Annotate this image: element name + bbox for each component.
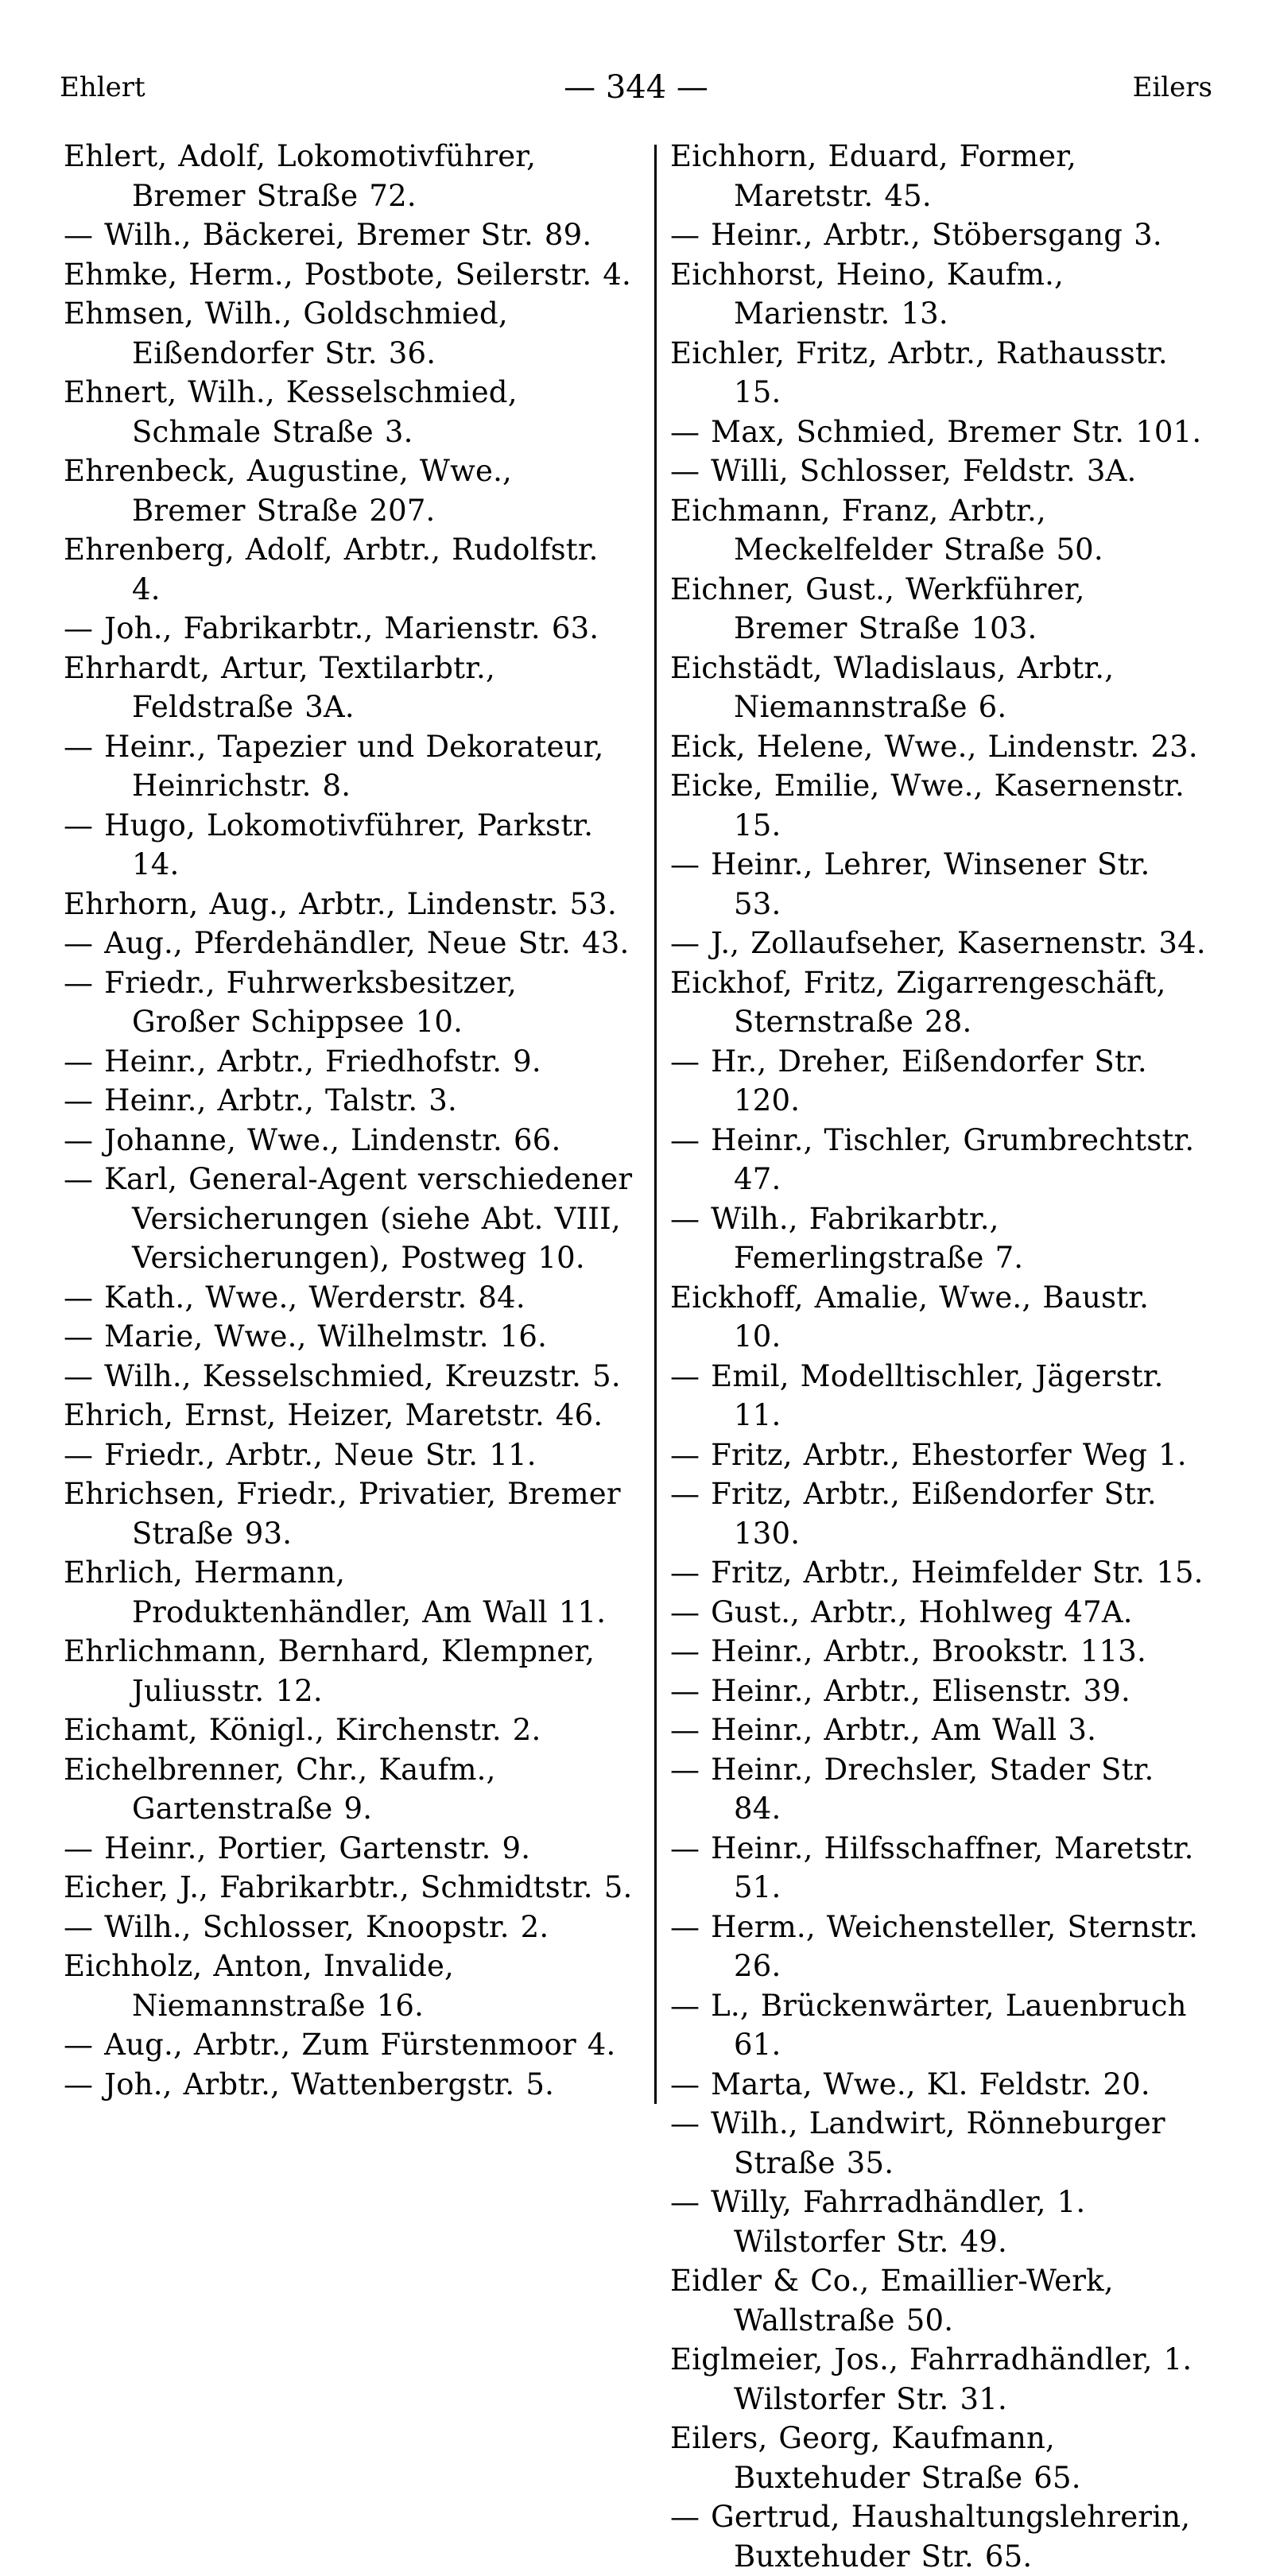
right-column: [670, 137, 1207, 2576]
directory-entry: — Aug., Arbtr., Zum Fürstenmoor 4.: [64, 2028, 616, 2062]
page-number: — 344 —: [564, 69, 708, 106]
directory-entry: — Joh., Fabrikarbtr., Marienstr. 63.: [64, 611, 599, 645]
directory-entry: — Karl, General-Agent verschiedener Versicherungen (siehe Abt. VIII, Versicherungen), Postweg 10.: [64, 1162, 633, 1275]
directory-entry: Ehlert, Adolf, Lokomotivführer, Bremer Straße 72.: [64, 139, 537, 213]
directory-entry: — Heinr., Arbtr., Stöbersgang 3.: [670, 218, 1162, 252]
directory-entry: Eichamt, Königl., Kirchenstr. 2.: [64, 1713, 541, 1747]
directory-entry: — Marta, Wwe., Kl. Feldstr. 20.: [670, 2067, 1150, 2101]
directory-entry: Eichhorst, Heino, Kaufm., Marienstr. 13.: [670, 257, 1065, 331]
directory-entry: — Wilh., Landwirt, Rönneburger Straße 35.: [670, 2106, 1165, 2180]
directory-entry: — Heinr., Lehrer, Winsener Str. 53.: [670, 847, 1150, 921]
directory-entry: Ehrenberg, Adolf, Arbtr., Rudolfstr. 4.: [64, 533, 599, 606]
left-column: [64, 137, 634, 2104]
directory-entry: — Heinr., Tischler, Grumbrechtstr. 47.: [670, 1122, 1195, 1196]
directory-entry: Ehmke, Herm., Postbote, Seilerstr. 4.: [64, 257, 631, 292]
directory-entry: — Fritz, Arbtr., Heimfelder Str. 15.: [670, 1555, 1204, 1590]
directory-entry: — Gertrud, Haushaltungslehrerin, Buxtehuder Str. 65.: [670, 2500, 1191, 2574]
directory-entry: — Emil, Modelltischler, Jägerstr. 11.: [670, 1358, 1164, 1432]
directory-entry: — Gust., Arbtr., Hohlweg 47A.: [670, 1594, 1133, 1629]
directory-entry: — Friedr., Arbtr., Neue Str. 11.: [64, 1437, 537, 1472]
directory-entry: — L., Brückenwärter, Lauenbruch 61.: [670, 1988, 1187, 2062]
directory-entry: — Fritz, Arbtr., Ehestorfer Weg 1.: [670, 1437, 1187, 1472]
directory-entry: — Willy, Fahrradhändler, 1. Wilstorfer Str. 49.: [670, 2185, 1086, 2259]
directory-entry: Eiglmeier, Jos., Fahrradhändler, 1. Wilstorfer Str. 31.: [670, 2342, 1192, 2416]
directory-entry: Ehrich, Ernst, Heizer, Maretstr. 46.: [64, 1398, 603, 1432]
directory-entry: Eilers, Georg, Kaufmann, Buxtehuder Straße 65.: [670, 2421, 1081, 2495]
directory-entry: — Hr., Dreher, Eißendorfer Str. 120.: [670, 1044, 1147, 1118]
directory-entry: Eichholz, Anton, Invalide, Niemannstraße 16.: [64, 1949, 455, 2023]
directory-entry: — Friedr., Fuhrwerksbesitzer, Großer Schippsee 10.: [64, 965, 517, 1039]
directory-entry: — Hugo, Lokomotivführer, Parkstr. 14.: [64, 808, 594, 881]
directory-entry: Eichstädt, Wladislaus, Arbtr., Niemannstraße 6.: [670, 650, 1115, 724]
directory-entry: Ehrichsen, Friedr., Privatier, Bremer Straße 93.: [64, 1477, 621, 1551]
directory-entry: Ehrenbeck, Augustine, Wwe., Bremer Straße 207.: [64, 454, 513, 528]
directory-entry: Eicher, J., Fabrikarbtr., Schmidtstr. 5.: [64, 1870, 633, 1904]
directory-entry: — Fritz, Arbtr., Eißendorfer Str. 130.: [670, 1477, 1157, 1551]
directory-entry: — Heinr., Arbtr., Brookstr. 113.: [670, 1634, 1146, 1668]
directory-entry: — Herm., Weichensteller, Sternstr. 26.: [670, 1909, 1199, 1983]
directory-entry: — Wilh., Bäckerei, Bremer Str. 89.: [64, 218, 592, 252]
directory-entry: Eidler & Co., Emaillier-Werk, Wallstraße 50.: [670, 2264, 1114, 2338]
directory-entry: Eichhorn, Eduard, Former, Maretstr. 45.: [670, 139, 1076, 213]
directory-entry: — Heinr., Arbtr., Am Wall 3.: [670, 1713, 1097, 1747]
directory-entry: Eichler, Fritz, Arbtr., Rathausstr. 15.: [670, 335, 1168, 409]
directory-entry: — Wilh., Fabrikarbtr., Femerlingstraße 7.: [670, 1201, 1024, 1275]
directory-entry: — J., Zollaufseher, Kasernenstr. 34.: [670, 926, 1206, 960]
directory-entry: — Willi, Schlosser, Feldstr. 3A.: [670, 454, 1137, 488]
directory-entry: — Heinr., Arbtr., Elisenstr. 39.: [670, 1673, 1130, 1708]
directory-entry: — Joh., Arbtr., Wattenbergstr. 5.: [64, 2067, 555, 2101]
directory-entry: Eickhoff, Amalie, Wwe., Baustr. 10.: [670, 1280, 1150, 1354]
header-first-entry: Ehlert: [60, 72, 145, 103]
directory-entry: Ehrlichmann, Bernhard, Klempner, Juliusstr. 12.: [64, 1634, 595, 1708]
directory-entry: — Kath., Wwe., Werderstr. 84.: [64, 1280, 525, 1315]
directory-entry: Eick, Helene, Wwe., Lindenstr. 23.: [670, 729, 1198, 764]
directory-entry: — Heinr., Arbtr., Friedhofstr. 9.: [64, 1044, 541, 1079]
directory-entry: — Aug., Pferdehändler, Neue Str. 43.: [64, 926, 630, 960]
directory-entry: Ehnert, Wilh., Kesselschmied, Schmale Straße 3.: [64, 375, 518, 449]
directory-entry: Ehrlich, Hermann, Produktenhändler, Am Wall 11.: [64, 1555, 607, 1629]
directory-entry: — Heinr., Tapezier und Dekorateur, Heinrichstr. 8.: [64, 729, 604, 803]
directory-entry: Ehrhorn, Aug., Arbtr., Lindenstr. 53.: [64, 886, 617, 921]
directory-entry: — Heinr., Hilfsschaffner, Maretstr. 51.: [670, 1830, 1194, 1904]
directory-entry: Ehrhardt, Artur, Textilarbtr., Feldstraße 3A.: [64, 650, 495, 724]
directory-entry: — Johanne, Wwe., Lindenstr. 66.: [64, 1122, 561, 1157]
directory-entry: Eichner, Gust., Werkführer, Bremer Straße 103.: [670, 571, 1085, 645]
directory-entry: Eicke, Emilie, Wwe., Kasernenstr. 15.: [670, 769, 1185, 843]
column-divider: [654, 145, 657, 2104]
directory-entry: — Heinr., Portier, Gartenstr. 9.: [64, 1830, 531, 1865]
directory-entry: — Wilh., Schlosser, Knoopstr. 2.: [64, 1909, 549, 1944]
header-last-entry: Eilers: [1132, 72, 1212, 103]
directory-entry: — Wilh., Kesselschmied, Kreuzstr. 5.: [64, 1358, 621, 1393]
directory-entry: Eichmann, Franz, Arbtr., Meckelfelder Straße 50.: [670, 493, 1103, 567]
directory-entry: Ehmsen, Wilh., Goldschmied, Eißendorfer Str. 36.: [64, 296, 508, 370]
directory-entry: — Heinr., Arbtr., Talstr. 3.: [64, 1083, 457, 1118]
directory-entry: — Max, Schmied, Bremer Str. 101.: [670, 414, 1202, 449]
directory-entry: — Heinr., Drechsler, Stader Str. 84.: [670, 1752, 1154, 1826]
directory-entry: Eichelbrenner, Chr., Kaufm., Gartenstraße 9.: [64, 1752, 496, 1826]
directory-entry: — Marie, Wwe., Wilhelmstr. 16.: [64, 1319, 548, 1354]
running-header: [60, 64, 1212, 111]
directory-entry: Eickhof, Fritz, Zigarrengeschäft, Sternstraße 28.: [670, 965, 1166, 1039]
